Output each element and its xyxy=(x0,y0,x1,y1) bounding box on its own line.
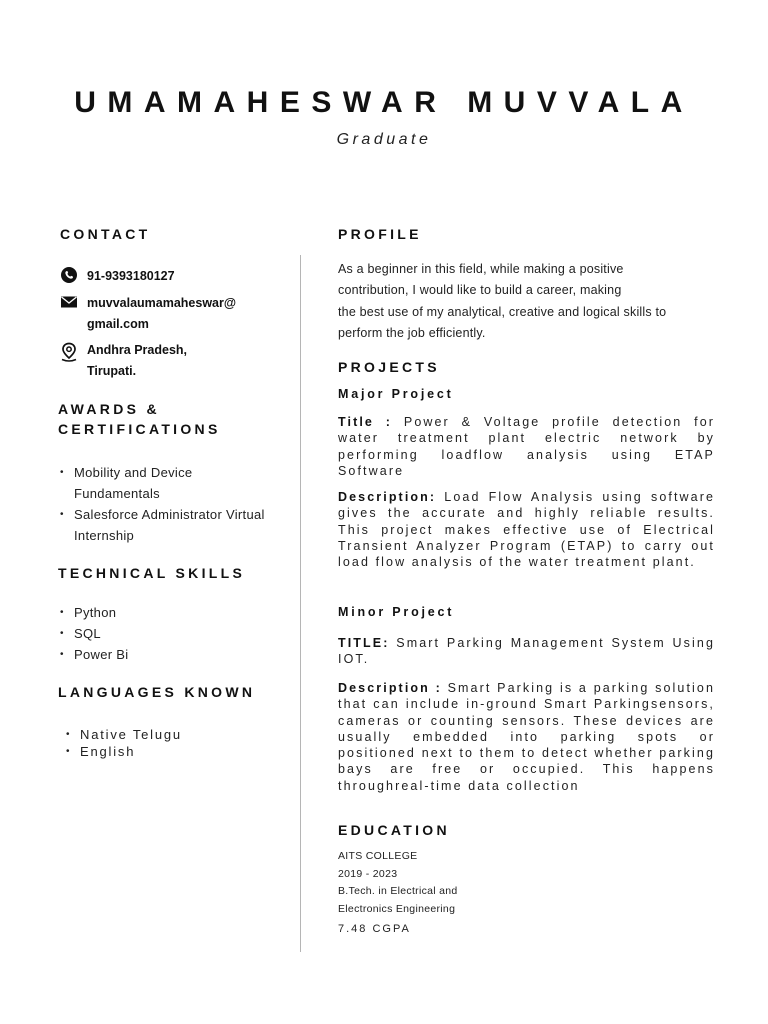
list-item: • Native Telugu xyxy=(66,726,292,743)
mail-icon xyxy=(60,293,78,311)
phone-icon xyxy=(60,266,78,284)
minor-project-title xyxy=(338,635,715,668)
major-project-description xyxy=(338,489,715,570)
location-pin-icon xyxy=(60,342,78,360)
minor-project-description xyxy=(338,680,715,794)
college-name: AITS COLLEGE xyxy=(338,850,418,862)
list-item: • SQL xyxy=(60,623,292,644)
major-project-title-text: Power & Voltage profile detection for water treatment plant electric network by performing loadflow analysis using ETAP Software xyxy=(338,415,716,478)
minor-project-desc-text: Smart Parking is a parking solution that can include in-ground Smart Parkingsensors, cameras or counting sensors. These devices are usually embedded into parking spots or positioned next to them to detect whether parking bays are free or occupied. This happens throughreal-time data collection xyxy=(338,681,715,793)
minor-project-desc-label: Description : xyxy=(338,681,442,695)
education-details xyxy=(338,848,458,939)
list-item: • Power Bi xyxy=(60,644,292,665)
phone-number: 91-9393180127 xyxy=(87,269,175,283)
list-item: • Mobility and Device Fundamentals xyxy=(60,462,292,504)
major-project-desc-text: Load Flow Analysis using software gives the accurate and highly reliable results. This project makes effective use of Electrical Transient Analyzer Program (ETAP) to carry out load flow analysis of the water treatment plant. xyxy=(338,490,716,570)
education-heading: EDUCATION xyxy=(338,822,450,838)
cgpa: 7.48 CGPA xyxy=(338,923,411,935)
profile-summary: As a beginner in this field, while making a positive contribution, I would like to build a career, making the best use of my analytical, creative and logical skills to perform the job efficiently. xyxy=(338,262,667,340)
email-line-1: muvvalaumamaheswar@ xyxy=(87,296,237,310)
location-line-1: Andhra Pradesh, xyxy=(87,343,188,357)
list-item: • Salesforce Administrator Virtual Internship xyxy=(60,504,292,546)
candidate-name: UMAMAHESWAR MUVVALA xyxy=(74,86,694,119)
minor-project-heading: Minor Project xyxy=(338,605,455,619)
minor-project-title-label: TITLE: xyxy=(338,636,390,650)
awards-heading-line-2: CERTIFICATIONS xyxy=(58,421,221,437)
list-item: • English xyxy=(66,743,292,760)
minor-project-title-text: Smart Parking Management System Using IOT. xyxy=(338,636,715,667)
education-years: 2019 - 2023 xyxy=(338,867,398,880)
list-item: • Python xyxy=(60,602,292,623)
major-project-heading: Major Project xyxy=(338,387,454,401)
contact-heading: CONTACT xyxy=(60,226,151,242)
profile-heading: PROFILE xyxy=(338,226,422,242)
major-project-desc-label: Description: xyxy=(338,490,437,504)
technical-skills-heading: TECHNICAL SKILLS xyxy=(58,565,246,581)
email-line-2: gmail.com xyxy=(87,317,149,331)
awards-heading-line-1: AWARDS & xyxy=(58,401,160,417)
projects-heading: PROJECTS xyxy=(338,359,440,375)
awards-list xyxy=(60,462,292,546)
awards-heading xyxy=(58,399,221,439)
skills-list xyxy=(60,602,292,665)
column-divider xyxy=(300,255,301,952)
languages-list xyxy=(66,726,292,760)
degree-line-1: B.Tech. in Electrical and xyxy=(338,885,458,897)
major-project-title-label: Title : xyxy=(338,415,393,429)
degree-line-2: Electronics Engineering xyxy=(338,902,456,915)
languages-heading: LANGUAGES KNOWN xyxy=(58,684,256,700)
location-line-2: Tirupati. xyxy=(87,364,137,378)
candidate-subtitle: Graduate xyxy=(336,131,432,148)
major-project-title xyxy=(338,414,715,479)
